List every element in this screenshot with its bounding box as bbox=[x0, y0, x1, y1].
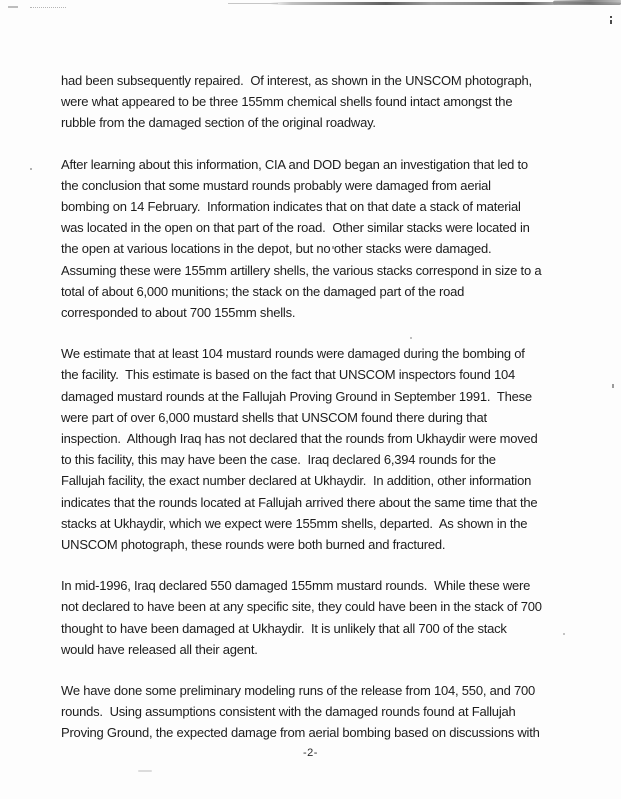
text-line: the open at various locations in the depot, but no other stacks were damaged. bbox=[61, 241, 492, 257]
text-line: rubble from the damaged section of the original roadway. bbox=[61, 115, 376, 131]
text-line: inspection. Although Iraq has not declared that the rounds from Ukhaydir were moved bbox=[61, 431, 538, 447]
document-text bbox=[61, 70, 601, 764]
text-line: thought to have been damaged at Ukhaydir. It is unlikely that all 700 of the stack bbox=[61, 620, 507, 636]
scan-artifact-dash bbox=[8, 6, 18, 8]
paragraph bbox=[61, 575, 601, 660]
text-line: corresponded to about 700 155mm shells. bbox=[61, 305, 296, 321]
scan-speck bbox=[30, 168, 32, 170]
text-line: Proving Ground, the expected damage from aerial bombing based on discussions with bbox=[61, 725, 540, 741]
paragraph bbox=[61, 343, 601, 555]
text-line: was located in the open on that part of the road. Other similar stacks were located in bbox=[61, 220, 530, 236]
text-line: damaged mustard rounds at the Fallujah Proving Ground in September 1991. These bbox=[61, 388, 532, 404]
paragraph bbox=[61, 154, 601, 324]
text-line: not declared to have been at any specific site, they could have been in the stack of 700 bbox=[61, 599, 542, 615]
text-line: were part of over 6,000 mustard shells that UNSCOM found there during that bbox=[61, 409, 487, 425]
text-line: stacks at Ukhaydir, which we expect were 155mm shells, departed. As shown in the bbox=[61, 515, 528, 531]
text-line: We estimate that at least 104 mustard rounds were damaged during the bombing of bbox=[61, 346, 525, 362]
text-line: bombing on 14 February. Information indicates that on that date a stack of material bbox=[61, 199, 521, 215]
text-line: to this facility, this may have been the case. Iraq declared 6,394 rounds for the bbox=[61, 452, 496, 468]
text-line: the facility. This estimate is based on the fact that UNSCOM inspectors found 104 bbox=[61, 367, 516, 383]
scan-smudge bbox=[138, 770, 152, 772]
text-line: After learning about this information, CIA and DOD began an investigation that led to bbox=[61, 156, 528, 172]
text-line: were what appeared to be three 155mm chemical shells found intact amongst the bbox=[61, 94, 513, 110]
text-line: the conclusion that some mustard rounds probably were damaged from aerial bbox=[61, 177, 491, 193]
scan-artifact-dotted-dash bbox=[30, 7, 66, 8]
text-line: indicates that the rounds located at Fallujah arrived there about the same time that the bbox=[61, 494, 538, 510]
text-line: UNSCOM photograph, these rounds were both burned and fractured. bbox=[61, 537, 446, 553]
text-line: had been subsequently repaired. Of interest, as shown in the UNSCOM photograph, bbox=[61, 73, 532, 88]
text-line: Fallujah facility, the exact number declared at Ukhaydir. In addition, other information bbox=[61, 473, 532, 489]
text-line: We have done some preliminary modeling runs of the release from 104, 550, and 700 bbox=[61, 683, 536, 699]
text-line: rounds. Using assumptions consistent with the damaged rounds found at Fallujah bbox=[61, 704, 516, 720]
page-number: -2- bbox=[303, 747, 318, 759]
paragraph bbox=[61, 680, 601, 744]
text-line: total of about 6,000 munitions; the stack on the damaged part of the road bbox=[61, 283, 465, 299]
paragraph bbox=[61, 70, 601, 134]
scan-speck bbox=[612, 384, 614, 388]
scan-artifact-tick-mark bbox=[610, 16, 612, 24]
text-line: would have released all their agent. bbox=[61, 641, 258, 657]
text-line: Assuming these were 155mm artillery shells, the various stacks correspond in size to a bbox=[61, 262, 542, 278]
text-line: In mid-1996, Iraq declared 550 damaged 155mm mustard rounds. While these were bbox=[61, 578, 531, 594]
